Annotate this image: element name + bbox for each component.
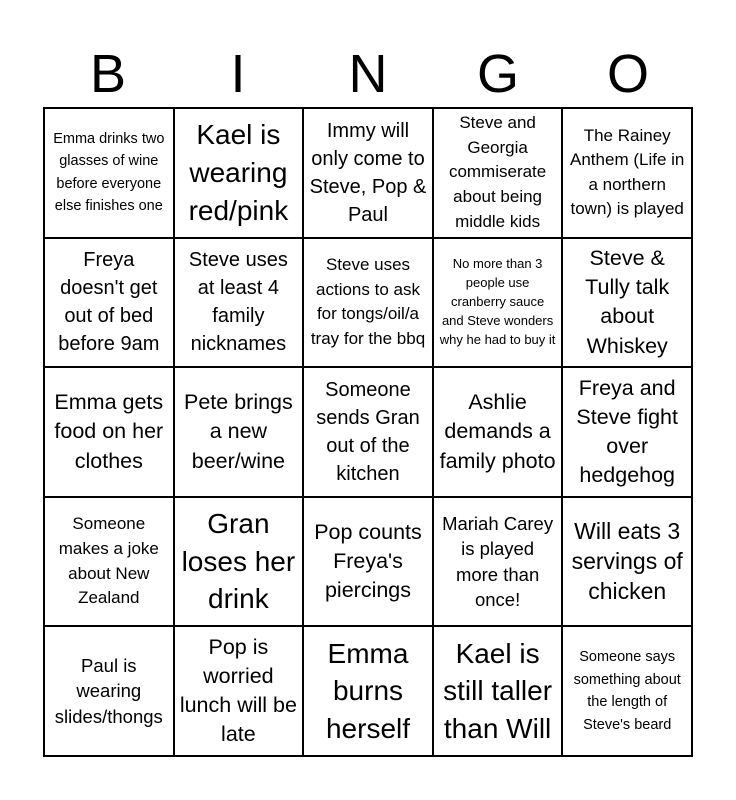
bingo-cell-text: Steve uses actions to ask for tongs/oil/a tray for the bbq bbox=[310, 255, 426, 349]
bingo-cell-r2-c3[interactable] bbox=[303, 238, 433, 368]
bingo-cell-text: Steve and Georgia commiserate about being middle kids bbox=[448, 113, 547, 231]
bingo-cell-text: Kael is still taller than Will bbox=[443, 637, 553, 745]
bingo-cell-r1-c5[interactable] bbox=[562, 108, 692, 238]
bingo-cell-r4-c2[interactable] bbox=[174, 497, 304, 627]
bingo-cell-text: Pop counts Freya's piercings bbox=[314, 519, 422, 603]
bingo-cell-r1-c2[interactable] bbox=[174, 108, 304, 238]
bingo-cell-r3-c2[interactable] bbox=[174, 367, 304, 497]
bingo-cell-text: Someone makes a joke about New Zealand bbox=[58, 514, 159, 608]
header-letter-n: N bbox=[348, 44, 388, 104]
bingo-cell-text: Ashlie demands a family photo bbox=[439, 390, 556, 473]
bingo-cell-text: Freya doesn't get out of bed before 9am bbox=[58, 249, 160, 356]
bingo-cell-r3-c1[interactable] bbox=[44, 367, 174, 497]
bingo-cell-text: Freya and Steve fight over hedgehog bbox=[576, 375, 678, 488]
bingo-cell-text: Emma drinks two glasses of wine before everyone else finishes one bbox=[53, 130, 165, 215]
bingo-cell-r4-c1[interactable] bbox=[44, 497, 174, 627]
bingo-cell-r3-c5[interactable] bbox=[562, 367, 692, 497]
bingo-cell-text: Gran loses her drink bbox=[181, 507, 296, 615]
bingo-cell-r2-c4[interactable] bbox=[433, 238, 563, 368]
bingo-cell-text: Pete brings a new beer/wine bbox=[184, 390, 293, 473]
bingo-cell-r5-c4[interactable] bbox=[433, 626, 563, 756]
bingo-card-grid bbox=[43, 107, 693, 757]
bingo-cell-text: Someone says something about the length of Steve's beard bbox=[573, 649, 681, 733]
bingo-cell-text: Someone sends Gran out of the kitchen bbox=[316, 378, 420, 485]
bingo-cell-r2-c5[interactable] bbox=[562, 238, 692, 368]
bingo-cell-text: Immy will only come to Steve, Pop & Paul bbox=[309, 119, 427, 226]
bingo-cell-r4-c3[interactable] bbox=[303, 497, 433, 627]
bingo-cell-text: Emma gets food on her clothes bbox=[54, 390, 164, 473]
bingo-cell-r4-c5[interactable] bbox=[562, 497, 692, 627]
bingo-cell-r1-c3[interactable] bbox=[303, 108, 433, 238]
bingo-cell-text: No more than 3 people use cranberry sauce and Steve wonders why he had to buy it bbox=[439, 256, 556, 347]
bingo-cell-r5-c5[interactable] bbox=[562, 626, 692, 756]
bingo-cell-text: Pop is worried lunch will be late bbox=[179, 634, 297, 747]
bingo-cell-r2-c2[interactable] bbox=[174, 238, 304, 368]
bingo-cell-text: Will eats 3 servings of chicken bbox=[571, 517, 683, 604]
bingo-cell-text: Paul is wearing slides/thongs bbox=[54, 654, 163, 727]
header-letter-i: I bbox=[230, 44, 246, 104]
bingo-cell-text: Steve uses at least 4 family nicknames bbox=[188, 249, 288, 356]
bingo-cell-r1-c4[interactable] bbox=[433, 108, 563, 238]
header-letter-g: G bbox=[476, 44, 519, 104]
bingo-cell-r3-c3[interactable] bbox=[303, 367, 433, 497]
bingo-cell-r1-c1[interactable] bbox=[44, 108, 174, 238]
bingo-cell-text: The Rainey Anthem (Life in a northern town) is played bbox=[570, 125, 685, 219]
bingo-cell-r2-c1[interactable] bbox=[44, 238, 174, 368]
bingo-cell-r5-c1[interactable] bbox=[44, 626, 174, 756]
bingo-cell-r4-c4[interactable] bbox=[433, 497, 563, 627]
bingo-cell-text: Steve & Tully talk about Whiskey bbox=[585, 245, 670, 358]
bingo-cell-r3-c4[interactable] bbox=[433, 367, 563, 497]
header-letter-b: B bbox=[89, 44, 127, 104]
bingo-header bbox=[43, 40, 693, 108]
bingo-cell-text: Mariah Carey is played more than once! bbox=[442, 512, 554, 611]
bingo-cell-r5-c2[interactable] bbox=[174, 626, 304, 756]
bingo-cell-text: Emma burns herself bbox=[325, 637, 411, 745]
bingo-cell-r5-c3[interactable] bbox=[303, 626, 433, 756]
bingo-cell-text: Kael is wearing red/pink bbox=[188, 119, 289, 226]
header-letter-o: O bbox=[606, 44, 649, 104]
